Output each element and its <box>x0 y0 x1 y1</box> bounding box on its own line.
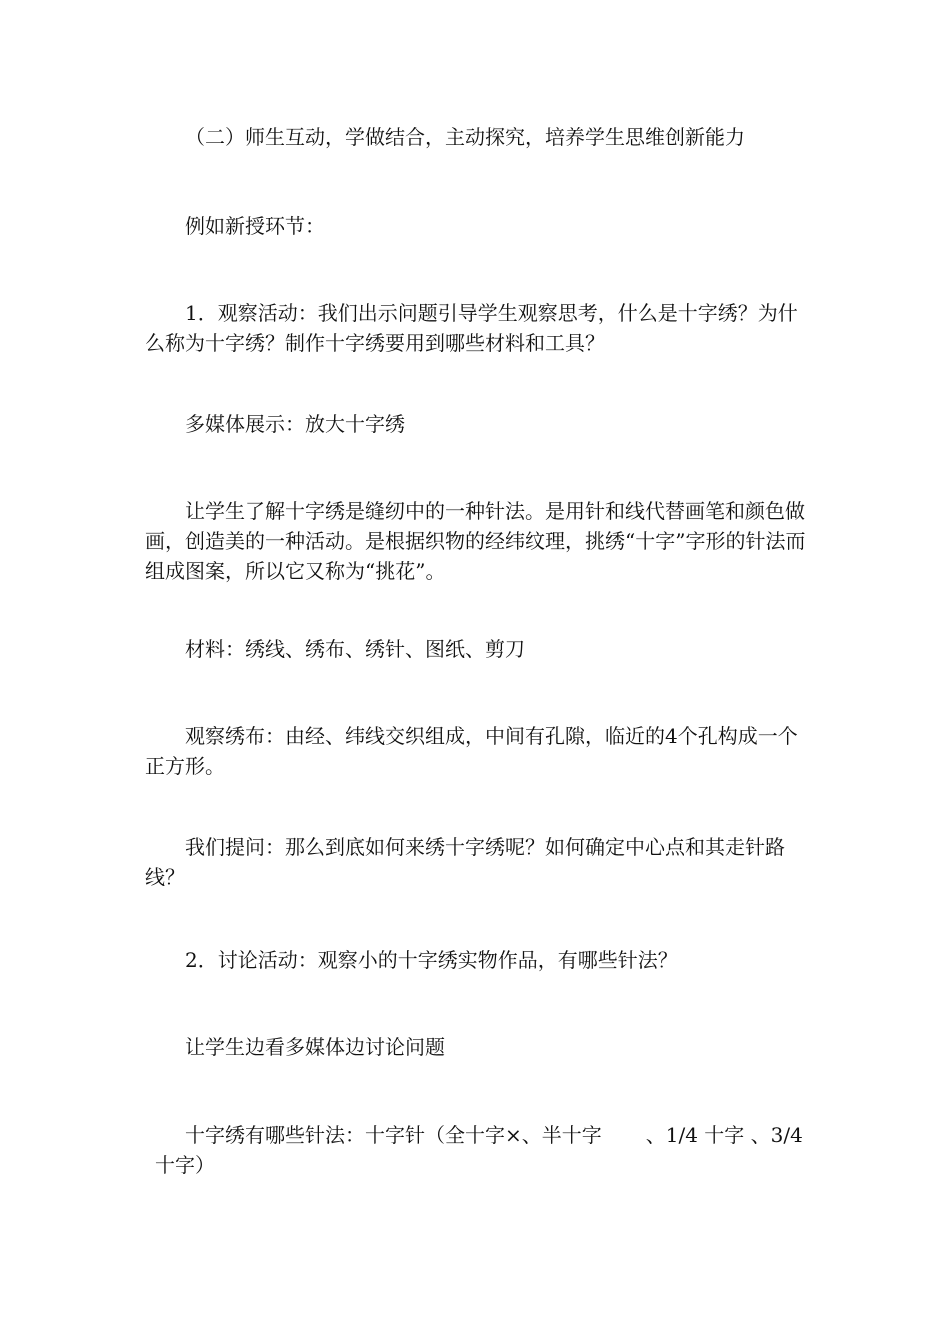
paragraph-question: 我们提问：那么到底如何来绣十字绣呢？如何确定中心点和其走针路线？ <box>145 835 785 889</box>
section-heading: （二）师生互动，学做结合，主动探究，培养学生思维创新能力 <box>185 125 745 149</box>
stitch-text-part2: 、1/4 十字 、 <box>645 1123 771 1147</box>
paragraph-example-intro: 例如新授环节： <box>185 214 325 238</box>
paragraph-discuss-with-multimedia: 让学生边看多媒体边讨论问题 <box>185 1035 445 1059</box>
paragraph-multimedia-display: 多媒体展示：放大十字绣 <box>185 412 405 436</box>
paragraph-materials: 材料：绣线、绣布、绣针、图纸、剪刀 <box>185 637 525 661</box>
stitch-text-part3: 3/4 <box>770 1123 803 1147</box>
paragraph-observation-activity: 1．观察活动：我们出示问题引导学生观察思考，什么是十字绣？为什么称为十字绣？制作十字绣要用到哪些材料和工具？ <box>145 301 798 355</box>
stitch-text-part1: 十字绣有哪些针法：十字针（全十字×、半十字 <box>185 1123 602 1147</box>
paragraph-discussion-activity: 2．讨论活动：观察小的十字绣实物作品，有哪些针法？ <box>185 948 678 972</box>
paragraph-stitch-types <box>145 1120 810 1180</box>
stitch-text-part4: 十字） <box>155 1153 215 1177</box>
paragraph-observe-fabric: 观察绣布：由经、纬线交织组成，中间有孔隙，临近的4个孔构成一个正方形。 <box>145 724 798 778</box>
paragraph-cross-stitch-explanation: 让学生了解十字绣是缝纫中的一种针法。是用针和线代替画笔和颜色做画，创造美的一种活动。是根据织物的经纬纹理，挑绣“十字”字形的针法而组成图案，所以它又称为“挑花”。 <box>145 499 806 583</box>
